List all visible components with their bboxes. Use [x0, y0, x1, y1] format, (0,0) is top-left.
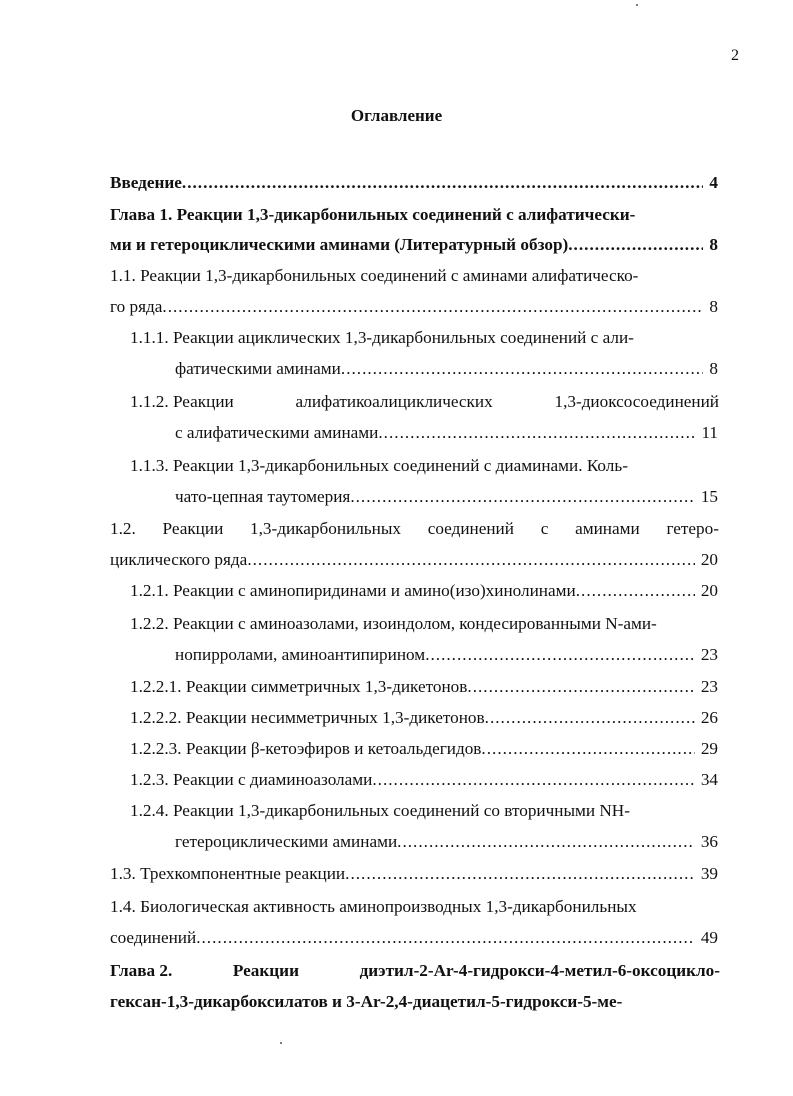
toc-entry-text: 1.2.2.3. Реакции β-кетоэфиров и кетоальдегидов	[130, 739, 482, 758]
toc-leader	[182, 172, 704, 194]
toc-entry-1-1[interactable]	[110, 296, 718, 318]
toc-entry-chapter1[interactable]	[110, 234, 718, 256]
toc-entry-text: чато-цепная таутомерия	[175, 487, 351, 506]
toc-leader	[425, 644, 695, 666]
toc-page-number: 8	[709, 297, 718, 316]
toc-leader	[196, 927, 695, 949]
toc-page-number: 34	[700, 770, 718, 789]
toc-entry-text: гетероциклическими аминами	[175, 832, 398, 851]
toc-1-2-2-line1: 1.2.2. Реакции с аминоазолами, изоиндолом, кондесированными N-ами-	[130, 614, 657, 633]
toc-entry-text: фатическими аминами	[175, 359, 341, 378]
toc-word: Глава 2.	[110, 961, 173, 980]
toc-page-number: 11	[701, 423, 718, 442]
page-title: Оглавление	[350, 106, 443, 125]
toc-entry-text: го ряда	[110, 297, 163, 316]
toc-chapter1-line1: Глава 1. Реакции 1,3-дикарбонильных соединений с алифатически-	[110, 205, 636, 224]
toc-1-2-4-line1: 1.2.4. Реакции 1,3-дикарбонильных соединений со вторичными NH-	[130, 801, 630, 820]
toc-leader	[576, 580, 695, 602]
toc-entry-1-4[interactable]	[110, 927, 718, 949]
toc-entry-1-1-3[interactable]	[175, 486, 718, 508]
toc-entry-1-3[interactable]	[110, 863, 718, 885]
toc-entry-introduction[interactable]	[110, 172, 718, 194]
toc-leader	[341, 358, 704, 380]
toc-word: Реакции	[162, 519, 224, 538]
toc-page-number: 26	[700, 708, 718, 727]
toc-entry-text: с алифатическими аминами	[175, 423, 379, 442]
toc-leader	[397, 831, 695, 853]
toc-entry-1-2-2-1[interactable]	[130, 676, 718, 698]
toc-word: 1,3-диоксосоединений	[554, 392, 719, 411]
toc-1-1-2-line1	[130, 391, 719, 413]
toc-word: 1.2.	[110, 519, 136, 538]
toc-page-number: 15	[700, 487, 718, 506]
scan-speck	[636, 4, 638, 6]
toc-1-1-3-line1: 1.1.3. Реакции 1,3-дикарбонильных соединений с диаминами. Коль-	[130, 456, 628, 475]
toc-word: диэтил-2-Ar-4-гидрокси-4-метил-6-оксоцикло-	[359, 961, 720, 980]
toc-1-4-line1: 1.4. Биологическая активность аминопроизводных 1,3-дикарбонильных	[110, 897, 637, 916]
toc-leader	[467, 676, 694, 698]
toc-word: гетеро-	[666, 519, 719, 538]
toc-entry-1-2-2-3[interactable]	[130, 738, 718, 760]
toc-word: с	[540, 519, 549, 538]
toc-page-number: 23	[700, 677, 718, 696]
toc-leader	[350, 486, 695, 508]
toc-leader	[162, 296, 703, 318]
toc-entry-1-2-3[interactable]	[130, 769, 718, 791]
toc-leader	[378, 422, 695, 444]
page-number: 2	[731, 47, 739, 64]
toc-entry-text: циклического ряда	[110, 550, 248, 569]
toc-entry-1-2-1[interactable]	[130, 580, 718, 602]
toc-entry-1-2-4[interactable]	[175, 831, 718, 853]
toc-entry-text: соединений	[110, 928, 197, 947]
toc-leader	[372, 769, 694, 791]
toc-leader	[568, 234, 703, 256]
toc-entry-text: нопирролами, аминоантипирином	[175, 645, 426, 664]
toc-entry-1-2[interactable]	[110, 549, 718, 571]
toc-page-number: 20	[700, 581, 718, 600]
toc-page-number: 8	[709, 359, 718, 378]
toc-1-2-line1	[110, 518, 719, 540]
toc-chapter2-line1	[110, 960, 720, 982]
scan-speck	[280, 1042, 282, 1044]
toc-word: 1,3-дикарбонильных	[250, 519, 401, 538]
toc-word: 1.1.2. Реакции	[130, 392, 234, 411]
toc-page-number: 8	[709, 235, 718, 254]
toc-page-number: 36	[700, 832, 718, 851]
toc-page-number: 20	[700, 550, 718, 569]
toc-leader	[485, 707, 695, 729]
toc-page-number: 29	[700, 739, 718, 758]
toc-leader	[345, 863, 695, 885]
toc-1-1-1-line1: 1.1.1. Реакции ациклических 1,3-дикарбонильных соединений с али-	[130, 328, 634, 347]
toc-entry-1-1-2[interactable]	[175, 422, 718, 444]
toc-chapter2-line2: гексан-1,3-дикарбоксилатов и 3-Ar-2,4-диацетил-5-гидрокси-5-ме-	[110, 992, 623, 1011]
toc-page-number: 39	[700, 864, 718, 883]
toc-entry-text: 1.3. Трехкомпонентные реакции	[110, 864, 346, 883]
toc-entry-text: 1.2.2.2. Реакции несимметричных 1,3-дикетонов	[130, 708, 485, 727]
toc-leader	[247, 549, 695, 571]
toc-word: аминами	[575, 519, 640, 538]
toc-entry-text: Введение	[110, 173, 182, 192]
toc-word: Реакции	[232, 961, 299, 980]
toc-page-number: 23	[700, 645, 718, 664]
toc-leader	[481, 738, 694, 760]
toc-entry-1-1-1[interactable]	[175, 358, 718, 380]
toc-word: соединений	[427, 519, 514, 538]
toc-entry-1-2-2[interactable]	[175, 644, 718, 666]
toc-entry-text: 1.2.3. Реакции с диаминоазолами	[130, 770, 373, 789]
toc-entry-text: 1.2.2.1. Реакции симметричных 1,3-дикетонов	[130, 677, 468, 696]
toc-entry-1-2-2-2[interactable]	[130, 707, 718, 729]
toc-entry-text: 1.2.1. Реакции с аминопиридинами и амино(изо)хинолинами	[130, 581, 576, 600]
toc-word: алифатикоалициклических	[295, 392, 493, 411]
toc-1-1-line1: 1.1. Реакции 1,3-дикарбонильных соединений с аминами алифатическо-	[110, 266, 639, 285]
toc-page-number: 4	[709, 173, 718, 192]
toc-entry-text: ми и гетероциклическими аминами (Литературный обзор)	[110, 235, 569, 254]
toc-page-number: 49	[700, 928, 718, 947]
